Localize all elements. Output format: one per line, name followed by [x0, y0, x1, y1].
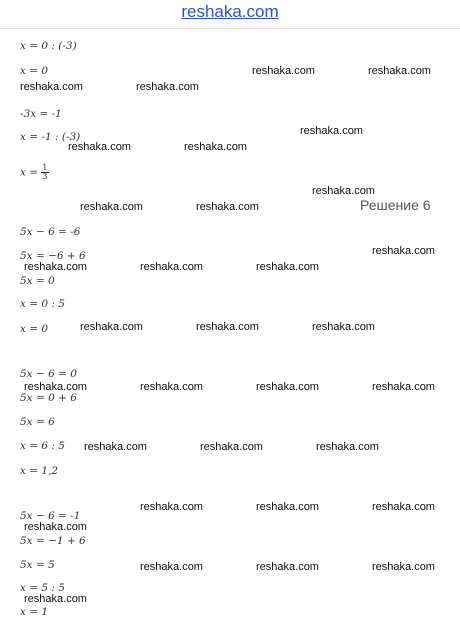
equation-line: x = -1 : (-3) [20, 131, 81, 143]
watermark: reshaka.com [24, 521, 87, 533]
page-header [0, 0, 460, 29]
equation-prefix: x = [20, 166, 42, 179]
watermark: reshaka.com [372, 561, 435, 573]
solution-label: Решение 6 [360, 197, 431, 213]
fraction-numerator: 1 [42, 163, 48, 172]
watermark: reshaka.com [24, 593, 87, 605]
equation-line: 5x = 0 + 6 [20, 392, 77, 404]
watermark: reshaka.com [196, 201, 259, 213]
equation-line: 5x = 6 [20, 416, 55, 428]
watermark: reshaka.com [84, 441, 147, 453]
equation-line: 5x = −6 + 6 [20, 250, 86, 262]
fraction-denominator: 3 [42, 172, 48, 181]
watermark: reshaka.com [20, 81, 83, 93]
watermark: reshaka.com [316, 441, 379, 453]
watermark: reshaka.com [24, 261, 87, 273]
equation-line: x = 5 : 5 [20, 582, 65, 594]
watermark: reshaka.com [300, 125, 363, 137]
equation-line: x = 0 : 5 [20, 298, 65, 310]
watermark: reshaka.com [256, 381, 319, 393]
equation-line: 5x = 0 [20, 275, 55, 287]
watermark: reshaka.com [80, 201, 143, 213]
equation-line: 5x − 6 = -1 [20, 510, 81, 522]
watermark: reshaka.com [256, 561, 319, 573]
equation-line: x = 0 [20, 65, 49, 77]
watermark: reshaka.com [256, 501, 319, 513]
watermark: reshaka.com [252, 65, 315, 77]
equation-line: 5x − 6 = 0 [20, 368, 77, 380]
watermark: reshaka.com [140, 501, 203, 513]
watermark: reshaka.com [368, 65, 431, 77]
equation-line: x = 1 [20, 606, 49, 618]
fraction [41, 164, 48, 181]
site-logo-link[interactable]: reshaka.com [181, 2, 279, 21]
equation-line [20, 164, 49, 181]
watermark: reshaka.com [140, 561, 203, 573]
equation-line: 5x − 6 = -6 [20, 226, 81, 238]
watermark: reshaka.com [372, 245, 435, 257]
watermark: reshaka.com [256, 261, 319, 273]
watermark: reshaka.com [196, 321, 259, 333]
watermark: reshaka.com [372, 501, 435, 513]
equation-line: x = 6 : 5 [20, 440, 65, 452]
watermark: reshaka.com [140, 261, 203, 273]
equation-line: x = 0 [20, 323, 49, 335]
equation-line: -3x = -1 [20, 108, 62, 120]
watermark: reshaka.com [136, 81, 199, 93]
equation-line: 5x = −1 + 6 [20, 535, 86, 547]
watermark: reshaka.com [68, 141, 131, 153]
equation-line: x = 1,2 [20, 465, 59, 477]
watermark: reshaka.com [184, 141, 247, 153]
watermark: reshaka.com [312, 185, 375, 197]
watermark: reshaka.com [140, 381, 203, 393]
watermark: reshaka.com [200, 441, 263, 453]
watermark: reshaka.com [312, 321, 375, 333]
watermark: reshaka.com [372, 381, 435, 393]
watermark: reshaka.com [80, 321, 143, 333]
equation-line: x = 0 : (-3) [20, 40, 77, 52]
watermark: reshaka.com [24, 381, 87, 393]
equation-line: 5x = 5 [20, 559, 55, 571]
